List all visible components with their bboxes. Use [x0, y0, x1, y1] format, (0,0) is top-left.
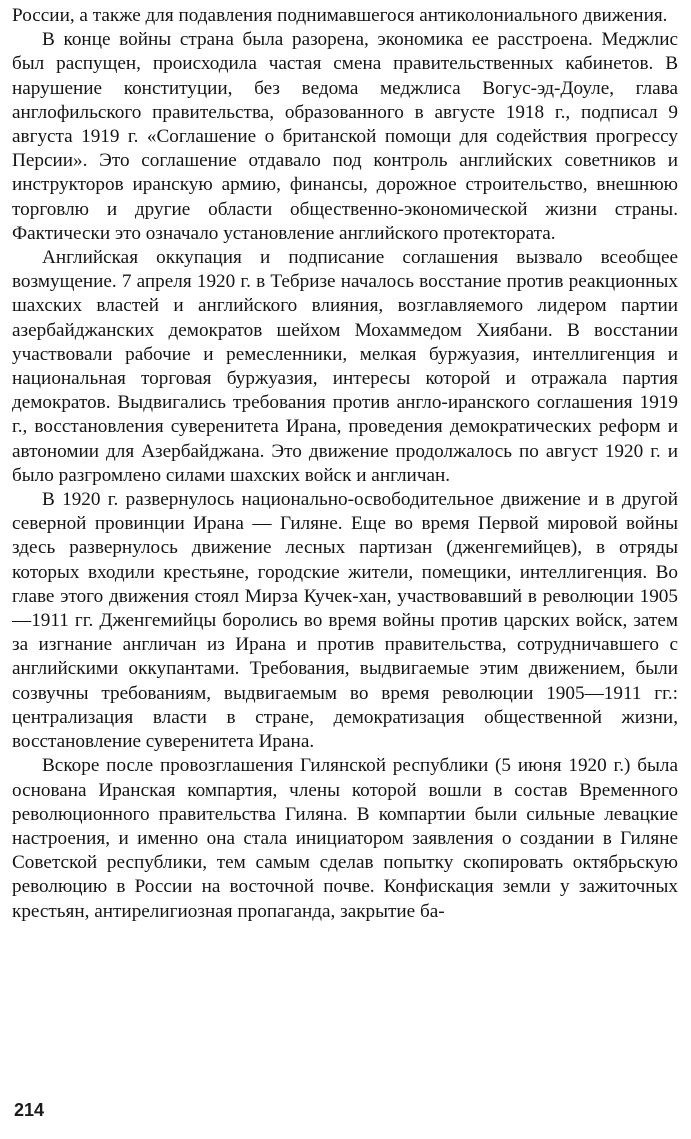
paragraph-gilan-movement: В 1920 г. развернулось национально-освободительное движение и в другой северной провинции Ирана — Гиляне. Еще во время Первой мировой войны здесь развернулось движение лесных партизан (дженгемийцев), в отряды которых входили крестьяне, городские жители, помещики, интеллигенция. Во главе этого движения стоял Мирза Кучек-хан, участвовавший в революции 1905—1911 гг. Дженгемийцы боролись во время войны против царских войск, затем за изгнание англичан из Ирана и против правительства, сотрудничавшего с английскими оккупантами. Требования, выдвигаемые этим движением, были созвучны требованиям, выдвигаемым во время революции 1905—1911 гг.: централизация власти в стране, демократизация общественной жизни, восстановление суверенитета Ирана. — [12, 489, 678, 753]
paragraph-continuation: России, а также для подавления поднимавшегося антиколониального движения. — [12, 5, 668, 26]
body-text — [12, 4, 678, 924]
paragraph-post-war-iran: В конце войны страна была разорена, экономика ее расстроена. Меджлис был распущен, происходила частая смена правительственных кабинетов. В нарушение конституции, без ведома меджлиса Вогус-эд-Доуле, глава англофильского правительства, образованного в августе 1918 г., подписал 9 августа 1919 г. «Соглашение о британской помощи для содействия прогрессу Персии». Это соглашение отдавало под контроль английских советников и инструкторов иранскую армию, финансы, дорожное строительство, внешнюю торговлю и другие области общественно-экономической жизни страны. Фактически это означало установление английского протектората. — [12, 29, 678, 244]
book-page — [12, 4, 678, 1134]
paragraph-gilan-republic: Вскоре после провозглашения Гилянской республики (5 июня 1920 г.) была основана Иранская компартия, члены которой вошли в состав Временного революционного правительства Гиляна. В компартии были сильные левацкие настроения, и именно она стала инициатором заявления о создании в Гиляне Советской республики, тем самым сделав попытку скопировать октябрьскую революцию в России на восточной почве. Конфискация земли у зажиточных крестьян, антирелигиозная пропаганда, закрытие ба- — [12, 755, 678, 922]
page-number: 214 — [14, 1100, 45, 1120]
paragraph-tabriz-uprising: Английская оккупация и подписание соглашения вызвало всеобщее возмущение. 7 апреля 1920 г. в Тебризе началось восстание против реакционных шахских властей и английского влияния, возглавляемого лидером партии азербайджанских демократов шейхом Мохаммедом Хиябани. В восстании участвовали рабочие и ремесленники, мелкая буржуазия, интеллигенция и национальная торговая буржуазия, интересы которой и отражала партия демократов. Выдвигались требования против англо-иранского соглашения 1919 г., восстановления суверенитета Ирана, проведения демократических реформ и автономии для Азербайджана. Это движение продолжалось по август 1920 г. и было разгромлено силами шахских войск и англичан. — [12, 247, 678, 486]
